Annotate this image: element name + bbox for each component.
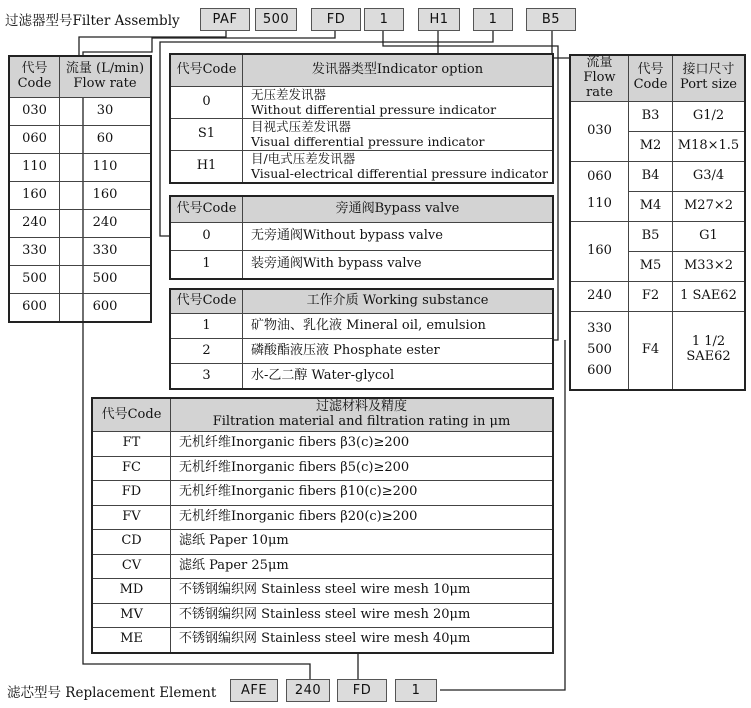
cell-code: M5 bbox=[629, 251, 673, 281]
table-row bbox=[10, 126, 151, 154]
substance-table bbox=[170, 289, 553, 389]
indicator-table bbox=[170, 54, 553, 183]
element-title: 滤芯型号 Replacement Element bbox=[7, 685, 217, 701]
cell-description: 无机纤维Inorganic fibers β5(c)≥200 bbox=[171, 456, 553, 481]
cell-code: 2 bbox=[171, 339, 243, 364]
indicator-header-code: 代号Code bbox=[171, 55, 243, 87]
cell-code: MV bbox=[93, 603, 171, 628]
cell-code: B4 bbox=[629, 161, 673, 191]
cell-port: 1 SAE62 bbox=[673, 281, 745, 311]
cell-code: FC bbox=[93, 456, 171, 481]
cell-flow: 500 bbox=[60, 266, 151, 294]
cell-port: G3/4 bbox=[673, 161, 745, 191]
table-row bbox=[93, 554, 553, 579]
cell-port bbox=[673, 311, 745, 389]
cell-description: 滤纸 Paper 25μm bbox=[171, 554, 553, 579]
cell-code: 160 bbox=[10, 182, 60, 210]
table-row bbox=[93, 505, 553, 530]
table-row bbox=[171, 151, 553, 183]
port-header-flow bbox=[571, 56, 629, 102]
table-row bbox=[93, 432, 553, 457]
cell-flow: 160 bbox=[571, 221, 629, 281]
table-row bbox=[93, 530, 553, 555]
element-box-flow: 240 bbox=[286, 679, 330, 702]
cell-description bbox=[243, 119, 553, 151]
port-header-code bbox=[629, 56, 673, 102]
cell-code: 330 bbox=[10, 238, 60, 266]
assembly-box-substance: 1 bbox=[364, 8, 404, 31]
cell-description: 不锈钢编织网 Stainless steel wire mesh 10μm bbox=[171, 579, 553, 604]
cell-code: H1 bbox=[171, 151, 243, 183]
description-cn: 目/电式压差发讯器 bbox=[251, 151, 356, 167]
table-row bbox=[171, 119, 553, 151]
assembly-title: 过滤器型号Filter Assembly bbox=[5, 13, 180, 29]
assembly-box-flow: 500 bbox=[255, 8, 297, 31]
table-row bbox=[93, 603, 553, 628]
port-value: SAE62 bbox=[686, 349, 731, 365]
table-row bbox=[571, 311, 745, 389]
header-en: Port size bbox=[680, 77, 737, 93]
cell-code: 0 bbox=[171, 87, 243, 119]
cell-port: M18×1.5 bbox=[673, 131, 745, 161]
assembly-box-bypass: 1 bbox=[473, 8, 513, 31]
cell-code: 1 bbox=[171, 314, 243, 339]
cell-description: 不锈钢编织网 Stainless steel wire mesh 20μm bbox=[171, 603, 553, 628]
cell-code: B3 bbox=[629, 101, 673, 131]
cell-flow: 60 bbox=[60, 126, 151, 154]
cell-port: G1 bbox=[673, 221, 745, 251]
cell-description bbox=[243, 151, 553, 183]
cell-description bbox=[243, 87, 553, 119]
cell-code: CV bbox=[93, 554, 171, 579]
cell-code: 500 bbox=[10, 266, 60, 294]
cell-flow: 30 bbox=[60, 98, 151, 126]
cell-description: 装旁通阀With bypass valve bbox=[243, 251, 553, 279]
substance-header-code: 代号Code bbox=[171, 290, 243, 314]
cell-flow: 160 bbox=[60, 182, 151, 210]
table-row bbox=[571, 101, 745, 131]
assembly-box-port: B5 bbox=[526, 8, 576, 31]
cell-code: 3 bbox=[171, 364, 243, 389]
cell-code: FV bbox=[93, 505, 171, 530]
cell-port: M33×2 bbox=[673, 251, 745, 281]
header-cn: 流量 (L/min) bbox=[65, 61, 145, 77]
header-en: Filtration material and filtration rating in μm bbox=[212, 414, 511, 429]
flow-rate-table bbox=[9, 56, 151, 322]
cell-code: ME bbox=[93, 628, 171, 653]
cell-code: 1 bbox=[171, 251, 243, 279]
cell-flow: 030 bbox=[571, 101, 629, 161]
cell-description: 无机纤维Inorganic fibers β3(c)≥200 bbox=[171, 432, 553, 457]
cell-code: 0 bbox=[171, 223, 243, 251]
cell-code: FT bbox=[93, 432, 171, 457]
cell-port: G1/2 bbox=[673, 101, 745, 131]
description-cn: 目视式压差发讯器 bbox=[251, 119, 352, 135]
table-row bbox=[10, 182, 151, 210]
table-row bbox=[10, 294, 151, 322]
table-row bbox=[93, 628, 553, 653]
cell-flow: 600 bbox=[60, 294, 151, 322]
description-en: Visual differential pressure indicator bbox=[251, 133, 485, 149]
table-row bbox=[171, 87, 553, 119]
cell-code: 240 bbox=[10, 210, 60, 238]
table-row bbox=[10, 98, 151, 126]
cell-code: F4 bbox=[629, 311, 673, 389]
assembly-box-indicator: H1 bbox=[418, 8, 460, 31]
port-value: 1 1/2 bbox=[691, 334, 726, 350]
port-header-size bbox=[673, 56, 745, 102]
filtration-header-title bbox=[171, 399, 553, 432]
table-row bbox=[171, 223, 553, 251]
cell-description: 水-乙二醇 Water-glycol bbox=[243, 364, 553, 389]
flow-value: 060 bbox=[587, 169, 612, 185]
cell-code: MD bbox=[93, 579, 171, 604]
element-box-series: AFE bbox=[230, 679, 278, 702]
cell-code: 060 bbox=[10, 126, 60, 154]
indicator-header-title: 发讯器类型Indicator option bbox=[243, 55, 553, 87]
cell-description: 不锈钢编织网 Stainless steel wire mesh 40μm bbox=[171, 628, 553, 653]
port-size-table bbox=[570, 55, 745, 390]
description-cn: 无压差发讯器 bbox=[251, 87, 327, 103]
table-row bbox=[10, 154, 151, 182]
cell-flow: 240 bbox=[571, 281, 629, 311]
cell-flow: 330 bbox=[60, 238, 151, 266]
header-en: Code bbox=[17, 76, 52, 91]
header-cn: 代号 bbox=[637, 62, 664, 78]
flow-value: 600 bbox=[587, 362, 612, 378]
flow-table-header-flow bbox=[60, 57, 151, 98]
flow-table-header-code bbox=[10, 57, 60, 98]
cell-flow: 110 bbox=[60, 154, 151, 182]
header-en: Code bbox=[633, 77, 668, 93]
table-row bbox=[171, 364, 553, 389]
cell-flow bbox=[571, 311, 629, 389]
cell-description: 无旁通阀Without bypass valve bbox=[243, 223, 553, 251]
table-row bbox=[10, 238, 151, 266]
cell-port: M27×2 bbox=[673, 191, 745, 221]
table-row bbox=[10, 210, 151, 238]
cell-description: 无机纤维Inorganic fibers β20(c)≥200 bbox=[171, 505, 553, 530]
filtration-table bbox=[92, 398, 553, 653]
cell-description: 矿物油、乳化液 Mineral oil, emulsion bbox=[243, 314, 553, 339]
cell-description: 无机纤维Inorganic fibers β10(c)≥200 bbox=[171, 481, 553, 506]
table-row bbox=[93, 579, 553, 604]
cell-code: F2 bbox=[629, 281, 673, 311]
header-cn: 代号 bbox=[21, 61, 48, 77]
description-en: Visual-electrical differential pressure indicator bbox=[251, 165, 548, 181]
table-row bbox=[571, 281, 745, 311]
cell-flow bbox=[571, 161, 629, 221]
table-row bbox=[10, 266, 151, 294]
table-row bbox=[171, 339, 553, 364]
table-row bbox=[171, 314, 553, 339]
element-box-filtration: FD bbox=[337, 679, 387, 702]
assembly-box-series: PAF bbox=[200, 8, 250, 31]
table-row bbox=[171, 251, 553, 279]
cell-code: M2 bbox=[629, 131, 673, 161]
cell-code: 030 bbox=[10, 98, 60, 126]
cell-code: FD bbox=[93, 481, 171, 506]
cell-flow: 240 bbox=[60, 210, 151, 238]
cell-code: S1 bbox=[171, 119, 243, 151]
element-box-substance: 1 bbox=[395, 679, 437, 702]
header-cn: 接口尺寸 bbox=[682, 62, 735, 78]
filtration-header-code: 代号Code bbox=[93, 399, 171, 432]
bypass-header-title: 旁通阀Bypass valve bbox=[243, 197, 553, 223]
flow-value: 500 bbox=[587, 341, 612, 357]
table-row bbox=[93, 481, 553, 506]
header-en: Flow rate bbox=[73, 76, 137, 91]
flow-value: 330 bbox=[587, 320, 612, 336]
assembly-box-filtration: FD bbox=[311, 8, 361, 31]
cell-code: 110 bbox=[10, 154, 60, 182]
header-cn: 流量 bbox=[586, 55, 613, 70]
bypass-header-code: 代号Code bbox=[171, 197, 243, 223]
cell-code: B5 bbox=[629, 221, 673, 251]
table-row bbox=[93, 456, 553, 481]
description-en: Without differential pressure indicator bbox=[251, 101, 497, 117]
header-en: Flow rate bbox=[583, 69, 616, 100]
cell-description: 滤纸 Paper 10μm bbox=[171, 530, 553, 555]
flow-value: 110 bbox=[587, 196, 612, 212]
bypass-table bbox=[170, 196, 553, 279]
table-row bbox=[571, 221, 745, 251]
table-row bbox=[571, 161, 745, 191]
header-cn: 过滤材料及精度 bbox=[315, 399, 407, 415]
cell-code: M4 bbox=[629, 191, 673, 221]
cell-code: CD bbox=[93, 530, 171, 555]
cell-code: 600 bbox=[10, 294, 60, 322]
substance-header-title: 工作介质 Working substance bbox=[243, 290, 553, 314]
cell-description: 磷酸酯液压液 Phosphate ester bbox=[243, 339, 553, 364]
